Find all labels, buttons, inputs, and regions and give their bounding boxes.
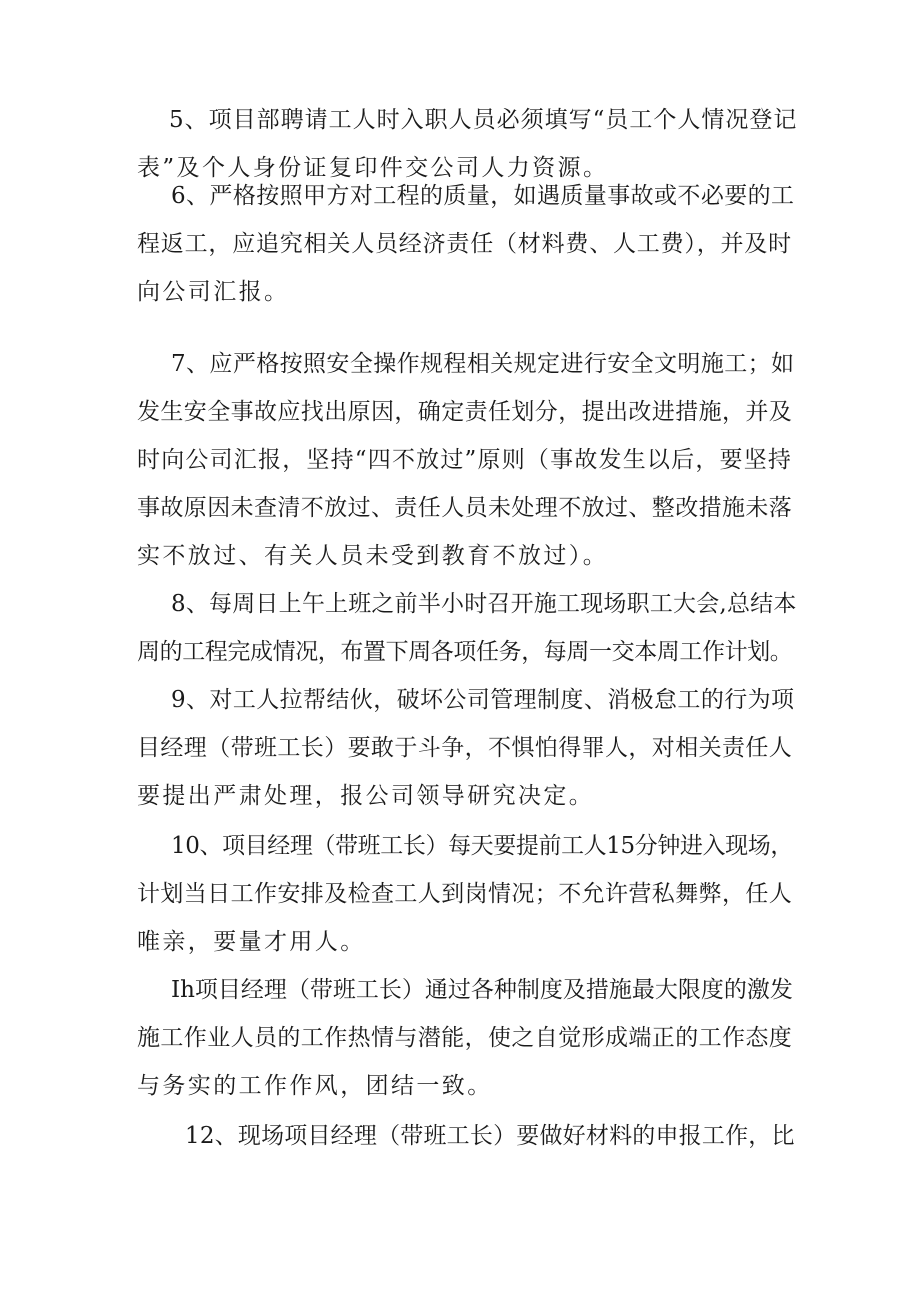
paragraph-12 [137,1112,797,1160]
paragraph-line: 要提出严肃处理，报公司领导研究决定。 [137,783,595,809]
paragraph-line: 事故原因未查清不放过、责任人员未处理不放过、整改措施未落 [137,495,793,521]
paragraph-line: 目经理（带班工长）要敢于斗争，不惧怕得罪人，对相关责任人 [137,735,793,761]
paragraph-line: 10、项目经理（带班工长）每天要提前工人15分钟进入现场， [171,833,793,859]
paragraph-line: 6、严格按照甲方对工程的质量，如遇质量事故或不必要的工 [171,183,795,209]
paragraph-line: 与务实的工作作风，团结一致。 [137,1073,493,1099]
paragraph-line: 12、现场项目经理（带班工长）要做好材料的申报工作，比 [185,1123,795,1149]
paragraph-line: 向公司汇报。 [137,279,290,305]
paragraph-line: Ih项目经理（带班工长）通过各种制度及措施最大限度的激发 [171,977,793,1003]
paragraph-line: 8、每周日上午上班之前半小时召开施工现场职工大会,总结本 [171,591,797,617]
paragraph-line: 5、项目部聘请工人时入职人员必须填写“员工个人情况登记 [169,107,798,133]
paragraph-line: 唯亲，要量才用人。 [137,929,366,955]
paragraph-line: 周的工程完成情况，布置下周各项任务，每周一交本周工作计划。 [137,639,793,665]
paragraph-8 [137,580,797,676]
paragraph-9 [137,676,797,820]
paragraph-line: 时向公司汇报，坚持“四不放过”原则（事故发生以后，要坚持 [137,447,793,473]
paragraph-line: 表”及个人身份证复印件交公司人力资源。 [137,155,609,181]
paragraph-line: 施工作业人员的工作热情与潜能，使之自觉形成端正的工作态度 [137,1025,793,1051]
paragraph-line: 9、对工人拉帮结伙，破坏公司管理制度、消极怠工的行为项 [171,687,795,713]
paragraph-line: 7、应严格按照安全操作规程相关规定进行安全文明施工；如 [171,351,795,377]
paragraph-line: 发生安全事故应找出原因，确定责任划分，提出改进措施，并及 [137,399,793,425]
paragraph-7 [137,340,797,580]
paragraph-6 [137,172,797,316]
paragraph-line: 计划当日工作安排及检查工人到岗情况；不允许营私舞弊，任人 [137,881,793,907]
paragraph-11 [137,966,797,1110]
paragraph-line: 实不放过、有关人员未受到教育不放过）。 [137,543,609,569]
paragraph-10 [137,822,797,966]
paragraph-line: 程返工，应追究相关人员经济责任（材料费、人工费），并及时 [137,231,792,257]
